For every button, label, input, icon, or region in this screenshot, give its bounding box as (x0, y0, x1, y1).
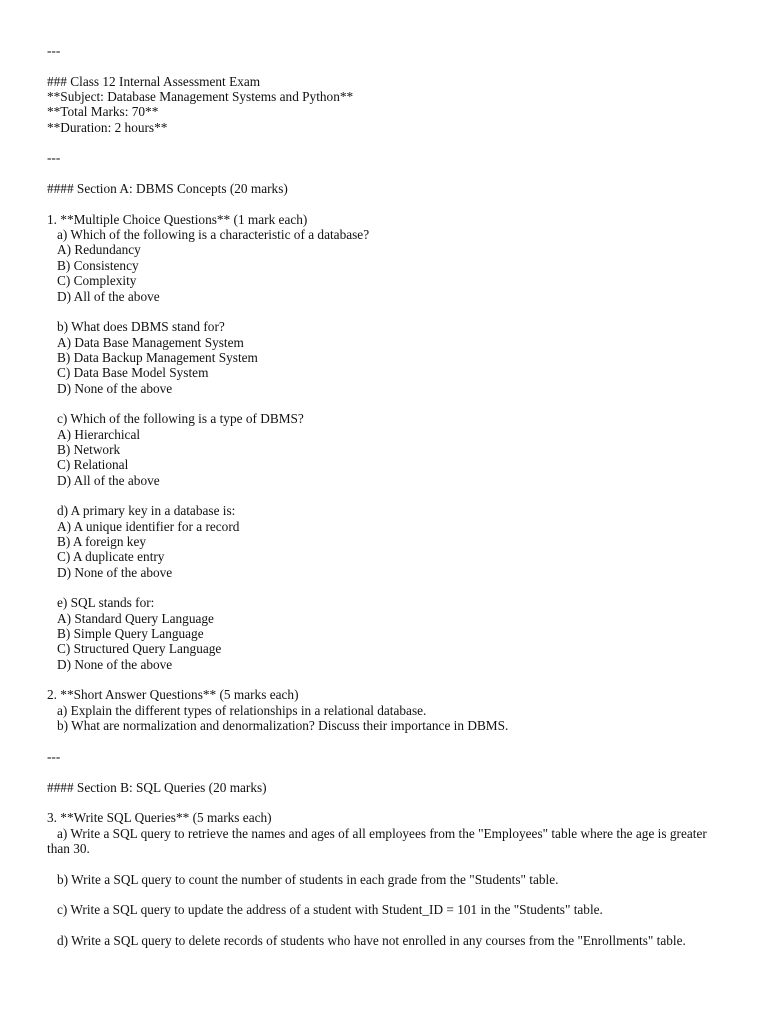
exam-subject: **Subject: Database Management Systems and Python** (47, 89, 354, 105)
exam-title: ### Class 12 Internal Assessment Exam (47, 73, 261, 89)
blank-line (47, 795, 719, 810)
blank-line (47, 733, 719, 748)
exam-document (47, 43, 719, 948)
horizontal-rule: --- (47, 748, 61, 764)
section-b-heading: #### Section B: SQL Queries (20 marks) (47, 779, 267, 795)
section-a-heading: #### Section A: DBMS Concepts (20 marks) (47, 181, 288, 197)
question-1-title: 1. **Multiple Choice Questions** (1 mark each) (47, 211, 308, 227)
blank-line (47, 196, 719, 211)
mcq-question: e) SQL stands for: (57, 595, 155, 611)
mcq-option: A) Hierarchical (57, 426, 141, 442)
mcq-option: C) Data Base Model System (57, 365, 209, 381)
horizontal-rule: --- (47, 150, 61, 166)
blank-line (47, 304, 719, 319)
blank-line (47, 488, 719, 503)
mcq-option: B) Data Backup Management System (57, 349, 258, 365)
mcq-option: B) A foreign key (57, 534, 147, 549)
blank-line (47, 918, 719, 933)
mcq-option: A) Standard Query Language (57, 610, 214, 626)
exam-total-marks: **Total Marks: 70** (47, 104, 159, 120)
mcq-question: b) What does DBMS stand for? (57, 319, 225, 335)
short-answer-item: b) What are normalization and denormalization? Discuss their importance in DBMS. (57, 718, 509, 734)
mcq-option: C) Structured Query Language (57, 641, 222, 657)
mcq-option: D) All of the above (57, 288, 160, 304)
mcq-question: c) Which of the following is a type of DBMS? (57, 411, 304, 427)
blank-line (47, 764, 719, 779)
mcq-option: D) All of the above (57, 472, 160, 488)
sql-task-text: b) Write a SQL query to count the number of students in each grade from the "Students" table. (56, 871, 559, 887)
mcq-option: C) Relational (57, 457, 129, 473)
sql-task-text: c) Write a SQL query to update the address of a student with Student_ID = 101 in the "Students" table. (56, 902, 603, 918)
mcq-option: B) Simple Query Language (57, 626, 204, 642)
mcq-option: A) Redundancy (57, 242, 141, 258)
mcq-question: d) A primary key in a database is: (57, 503, 236, 519)
sql-task-text: a) Write a SQL query to retrieve the names and ages of all employees from the "Employees" table where the age is greater than 30. (47, 825, 707, 856)
short-answer-item: a) Explain the different types of relationships in a relational database. (57, 702, 427, 718)
question-3-title: 3. **Write SQL Queries** (5 marks each) (47, 810, 272, 826)
blank-line (47, 58, 719, 73)
blank-line (47, 856, 719, 871)
blank-line (47, 396, 719, 411)
sql-task (47, 933, 719, 948)
question-2-title: 2. **Short Answer Questions** (5 marks each) (47, 687, 299, 703)
mcq-option: B) Network (57, 441, 121, 457)
sql-task-text: d) Write a SQL query to delete records of students who have not enrolled in any courses from the "Enrollments" table. (56, 932, 686, 948)
mcq-option: B) Consistency (57, 257, 139, 273)
mcq-option: A) Data Base Management System (57, 334, 244, 350)
sql-task (47, 872, 719, 887)
exam-duration: **Duration: 2 hours** (47, 119, 168, 135)
mcq-question: a) Which of the following is a characteristic of a database? (57, 227, 370, 243)
horizontal-rule-top: --- (47, 43, 61, 58)
mcq-option: C) Complexity (57, 273, 137, 289)
mcq-option: C) A duplicate entry (57, 549, 165, 565)
blank-line (47, 166, 719, 181)
sql-task (47, 826, 719, 857)
blank-line (47, 135, 719, 150)
mcq-option: D) None of the above (57, 380, 173, 396)
mcq-option: A) A unique identifier for a record (57, 518, 240, 534)
blank-line (47, 580, 719, 595)
mcq-option: D) None of the above (57, 656, 173, 672)
mcq-option: D) None of the above (57, 564, 173, 580)
blank-line (47, 672, 719, 687)
blank-line (47, 887, 719, 902)
sql-task (47, 902, 719, 917)
